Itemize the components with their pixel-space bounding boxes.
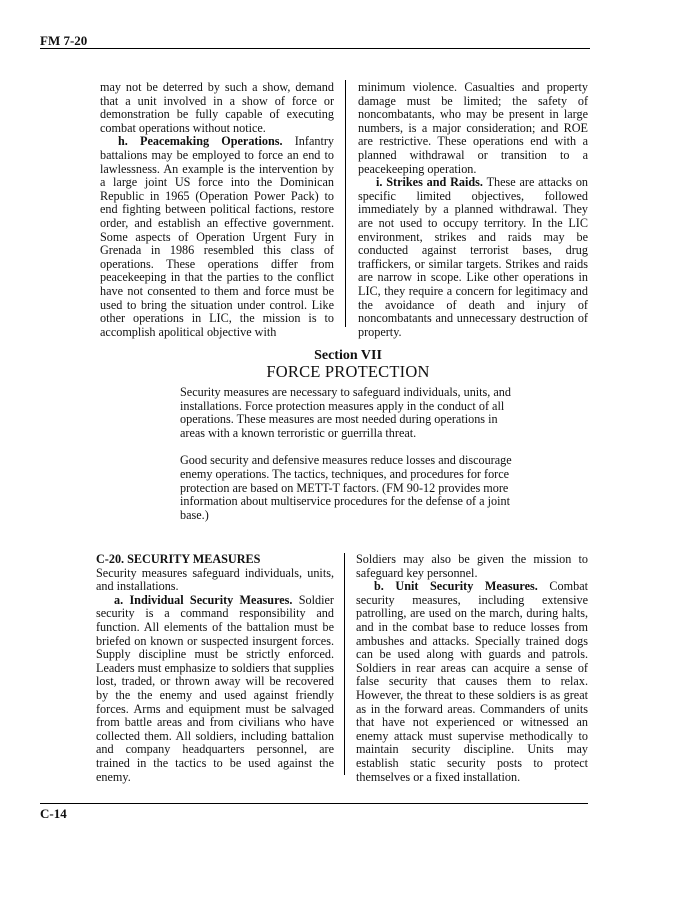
footer-rule	[40, 803, 588, 804]
intro-paragraph-1: Security measures are necessary to safeguard individuals, units, and installations. Force protection measures apply in the conduct of all operations. These measures are most needed during operations in areas with a known terroristic or guerrilla threat.	[180, 385, 511, 440]
key-personnel-paragraph: Soldiers may also be given the mission to safeguard key personnel.	[356, 552, 588, 580]
paragraph-i-title: i. Strikes and Raids.	[376, 175, 483, 190]
paragraph-a-body: Soldier security is a command responsibility and function. All elements of the battalion must be briefed on known or suspected insurgent forces. Supply discipline must be strictly enforced. Leaders must emphasize to soldiers that supplies lost, traded, or thrown away will be recovered by the the enemy and used against friendly forces. Arms and equipment must be salvaged from battle areas and from civilians who have collected them. All soldiers, including battalion and company headquarters personnel, are trained in the tactics to be used against the enemy.	[96, 592, 334, 784]
column-divider-top	[345, 80, 346, 327]
bottom-right-column	[356, 553, 588, 784]
section-label: Section VII	[314, 348, 382, 363]
paragraph-h	[100, 135, 334, 339]
top-left-column	[100, 81, 334, 339]
continued-paragraph-right: minimum violence. Casualties and property damage must be limited; the safety of noncombatants, who may be present in large numbers, is a major consideration; and ROE are restrictive. These operations end with a planned withdrawal or transition to a peacekeeping operation.	[358, 80, 588, 176]
paragraph-i	[358, 176, 588, 339]
paragraph-a-title: a. Individual Security Measures.	[114, 592, 293, 607]
section-title: FORCE PROTECTION	[266, 362, 430, 381]
bottom-left-column	[96, 553, 334, 784]
section-intro	[180, 386, 516, 536]
security-intro-paragraph: Security measures safeguard individuals, units, and installations.	[96, 565, 334, 594]
paragraph-heading-c20: C-20. SECURITY MEASURES	[96, 552, 261, 566]
continued-paragraph: may not be deterred by such a show, demand that a unit involved in a show of force or demonstration be fully capable of executing combat operations without notice.	[100, 80, 334, 135]
paragraph-b	[356, 580, 588, 784]
column-divider-bottom	[344, 553, 345, 775]
paragraph-a	[96, 594, 334, 784]
paragraph-h-body: Infantry battalions may be employed to force an end to lawlessness. An example is the intervention by a large joint US force into the Dominican Republic in 1965 (Operation Power Pack) to end fighting between political factions, restore order, and establish an effective government. Some aspects of Operation Urgent Fury in Grenada in 1986 resembled this class of operations. These operations differ from peacekeeping in that the parties to the conflict have not consented to them and force must be used to bring the situation under control. Like other operations in LIC, the mission is to accomplish apolitical objective with	[100, 134, 335, 339]
paragraph-b-title: b. Unit Security Measures.	[374, 579, 538, 594]
header-rule	[40, 48, 590, 49]
page-number: C-14	[40, 806, 67, 821]
paragraph-b-body: Combat security measures, including extensive patrolling, are used on the march, during halts, and in the combat base to reduce losses from ambushes and attacks. Specially trained dogs can be used along with guards and patrols. Soldiers in rear areas can acquire a sense of false security that causes them to relax. However, the threat to these soldiers is as great as in the forward areas. Commanders of units that have not experienced or witnessed an enemy attack must supervise methodically to maintain security discipline. Units may establish static security posts to protect themselves or a fixed installation.	[356, 579, 588, 784]
running-header: FM 7-20	[40, 33, 88, 48]
top-right-column	[358, 81, 588, 339]
paragraph-h-title: h. Peacemaking Operations.	[118, 134, 283, 149]
intro-paragraph-2: Good security and defensive measures reduce losses and discourage enemy operations. The tactics, techniques, and procedures for force protection are based on METT-T factors. (FM 90-12 provides more information about multiservice procedures for the defense of a joint base.)	[180, 453, 512, 522]
paragraph-i-body: These are attacks on specific limited objectives, followed immediately by a planned withdrawal. They are not used to occupy territory. In the LIC environment, strikes and raids may be conducted against terrorist bases, drug traffickers, or similar targets. Strikes and raids are narrow in scope. Like other operations in LIC, they require a concern for legitimacy and the avoidance of death and injury of noncombatants and unnecessary destruction of property.	[358, 175, 589, 339]
